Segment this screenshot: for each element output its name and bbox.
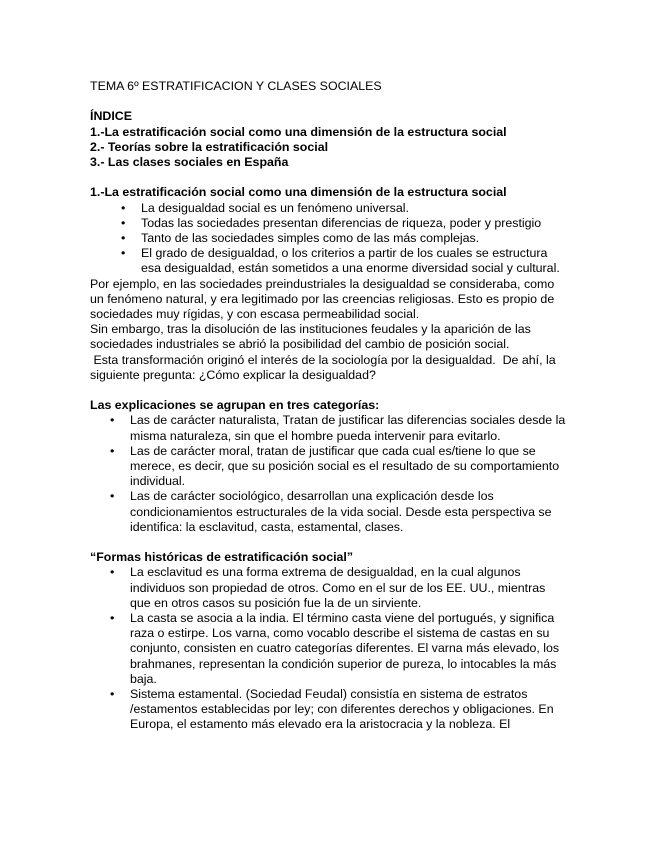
bullet-icon: •	[110, 565, 115, 580]
spacer	[90, 94, 568, 109]
bullet-icon: •	[110, 687, 115, 702]
document-body	[90, 79, 568, 733]
bullet-icon: •	[121, 200, 126, 215]
bullet-icon: •	[121, 215, 126, 230]
list-item-text: Las de carácter sociológico, desarrollan una explicación desde los condicionamientos estructurales de la vida social. Desde esta perspectiva se identifica: la esclavitud, casta, estamental, clases.	[130, 489, 552, 534]
list-item-text: Las de carácter moral, tratan de justificar que cada cual es/tiene lo que se merece, es decir, que su posición social es el resultado de su comportamiento individual.	[130, 443, 560, 489]
list-item	[110, 413, 568, 443]
list-item-text: Las de carácter naturalista, Tratan de justificar las diferencias sociales desde la misma naturaleza, sin que el hombre pueda intervenir para evitarlo.	[130, 413, 566, 443]
list-item-text: La esclavitud es una forma extrema de desigualdad, en la cual algunos individuos son propiedad de otros. Como en el sur de los EE. UU., mientras que en otros casos su posición fue la de un sirviente.	[130, 565, 546, 610]
list-item	[121, 215, 568, 231]
paragraph-3: Esta transformación originó el interés de la sociología por la desigualdad. De ahí, la siguiente pregunta: ¿Cómo explicar la desigualdad?	[90, 352, 560, 382]
spacer	[90, 170, 568, 185]
list-item	[121, 246, 568, 276]
bullet-icon: •	[110, 443, 115, 458]
list-item-text: Todas las sociedades presentan diferencias de riqueza, poder y prestigio	[141, 215, 542, 230]
list-item-text: La desigualdad social es un fenómeno universal.	[141, 200, 409, 215]
index-item-2: 2.- Teorías sobre la estratificación social	[90, 139, 329, 154]
index-item-3: 3.- Las clases sociales en España	[90, 155, 289, 169]
spacer	[90, 535, 568, 550]
spacer	[90, 383, 568, 398]
list-item-text: Tanto de las sociedades simples como de las más complejas.	[141, 231, 480, 245]
section1-heading: 1.-La estratificación social como una dimensión de la estructura social	[90, 185, 507, 200]
explanations-bullet-list	[90, 413, 568, 535]
bullet-icon: •	[110, 611, 115, 626]
list-item-text: El grado de desigualdad, o los criterios a partir de los cuales se estructura esa desigualdad, están sometidos a una enorme diversidad social y cultural.	[141, 246, 560, 276]
list-item	[110, 611, 568, 687]
paragraph-1: Por ejemplo, en las sociedades preindustriales la desigualdad se consideraba, como un fenómeno natural, y era legitimado por las creencias religiosas. Esto es propio de sociedades muy rígidas, y con escasa permeabilidad social.	[90, 276, 555, 322]
list-item	[110, 687, 568, 733]
forms-bullet-list	[90, 565, 568, 732]
bullet-icon: •	[110, 489, 115, 504]
list-item-text: La casta se asocia a la india. El término casta viene del portugués, y significa raza o estirpe. Los varna, como vocablo describe el sistema de castas en su conjunto, consisten en cuatro categorías diferentes. El varna más elevado, los brahmanes, representan la condición superior de pureza, lo intocables la más baja.	[130, 611, 560, 686]
list-item	[121, 231, 568, 246]
bullet-icon: •	[121, 231, 126, 245]
index-heading: ÍNDICE	[90, 109, 132, 124]
bullet-icon: •	[121, 246, 126, 261]
paragraph-2: Sin embargo, tras la disolución de las instituciones feudales y la aparición de las sociedades industriales se abrió la posibilidad del cambio de posición social.	[90, 322, 531, 352]
section1-bullet-list	[90, 201, 568, 277]
document-title: TEMA 6º ESTRATIFICACION Y CLASES SOCIALES	[90, 79, 382, 93]
list-item	[121, 200, 568, 216]
explanations-heading: Las explicaciones se agrupan en tres categorías:	[90, 398, 380, 413]
list-item	[110, 565, 568, 611]
list-item	[110, 489, 568, 535]
index-item-1: 1.-La estratificación social como una dimensión de la estructura social	[90, 124, 507, 139]
forms-heading: “Formas históricas de estratificación social”	[90, 550, 354, 565]
list-item	[110, 443, 568, 490]
list-item-text: Sistema estamental. (Sociedad Feudal) consistía en sistema de estratos /estamentos establecidas por ley; con diferentes derechos y obligaciones. En Europa, el estamento más elevado era la aristocracia y la nobleza. El	[130, 687, 554, 732]
bullet-icon: •	[110, 413, 115, 428]
